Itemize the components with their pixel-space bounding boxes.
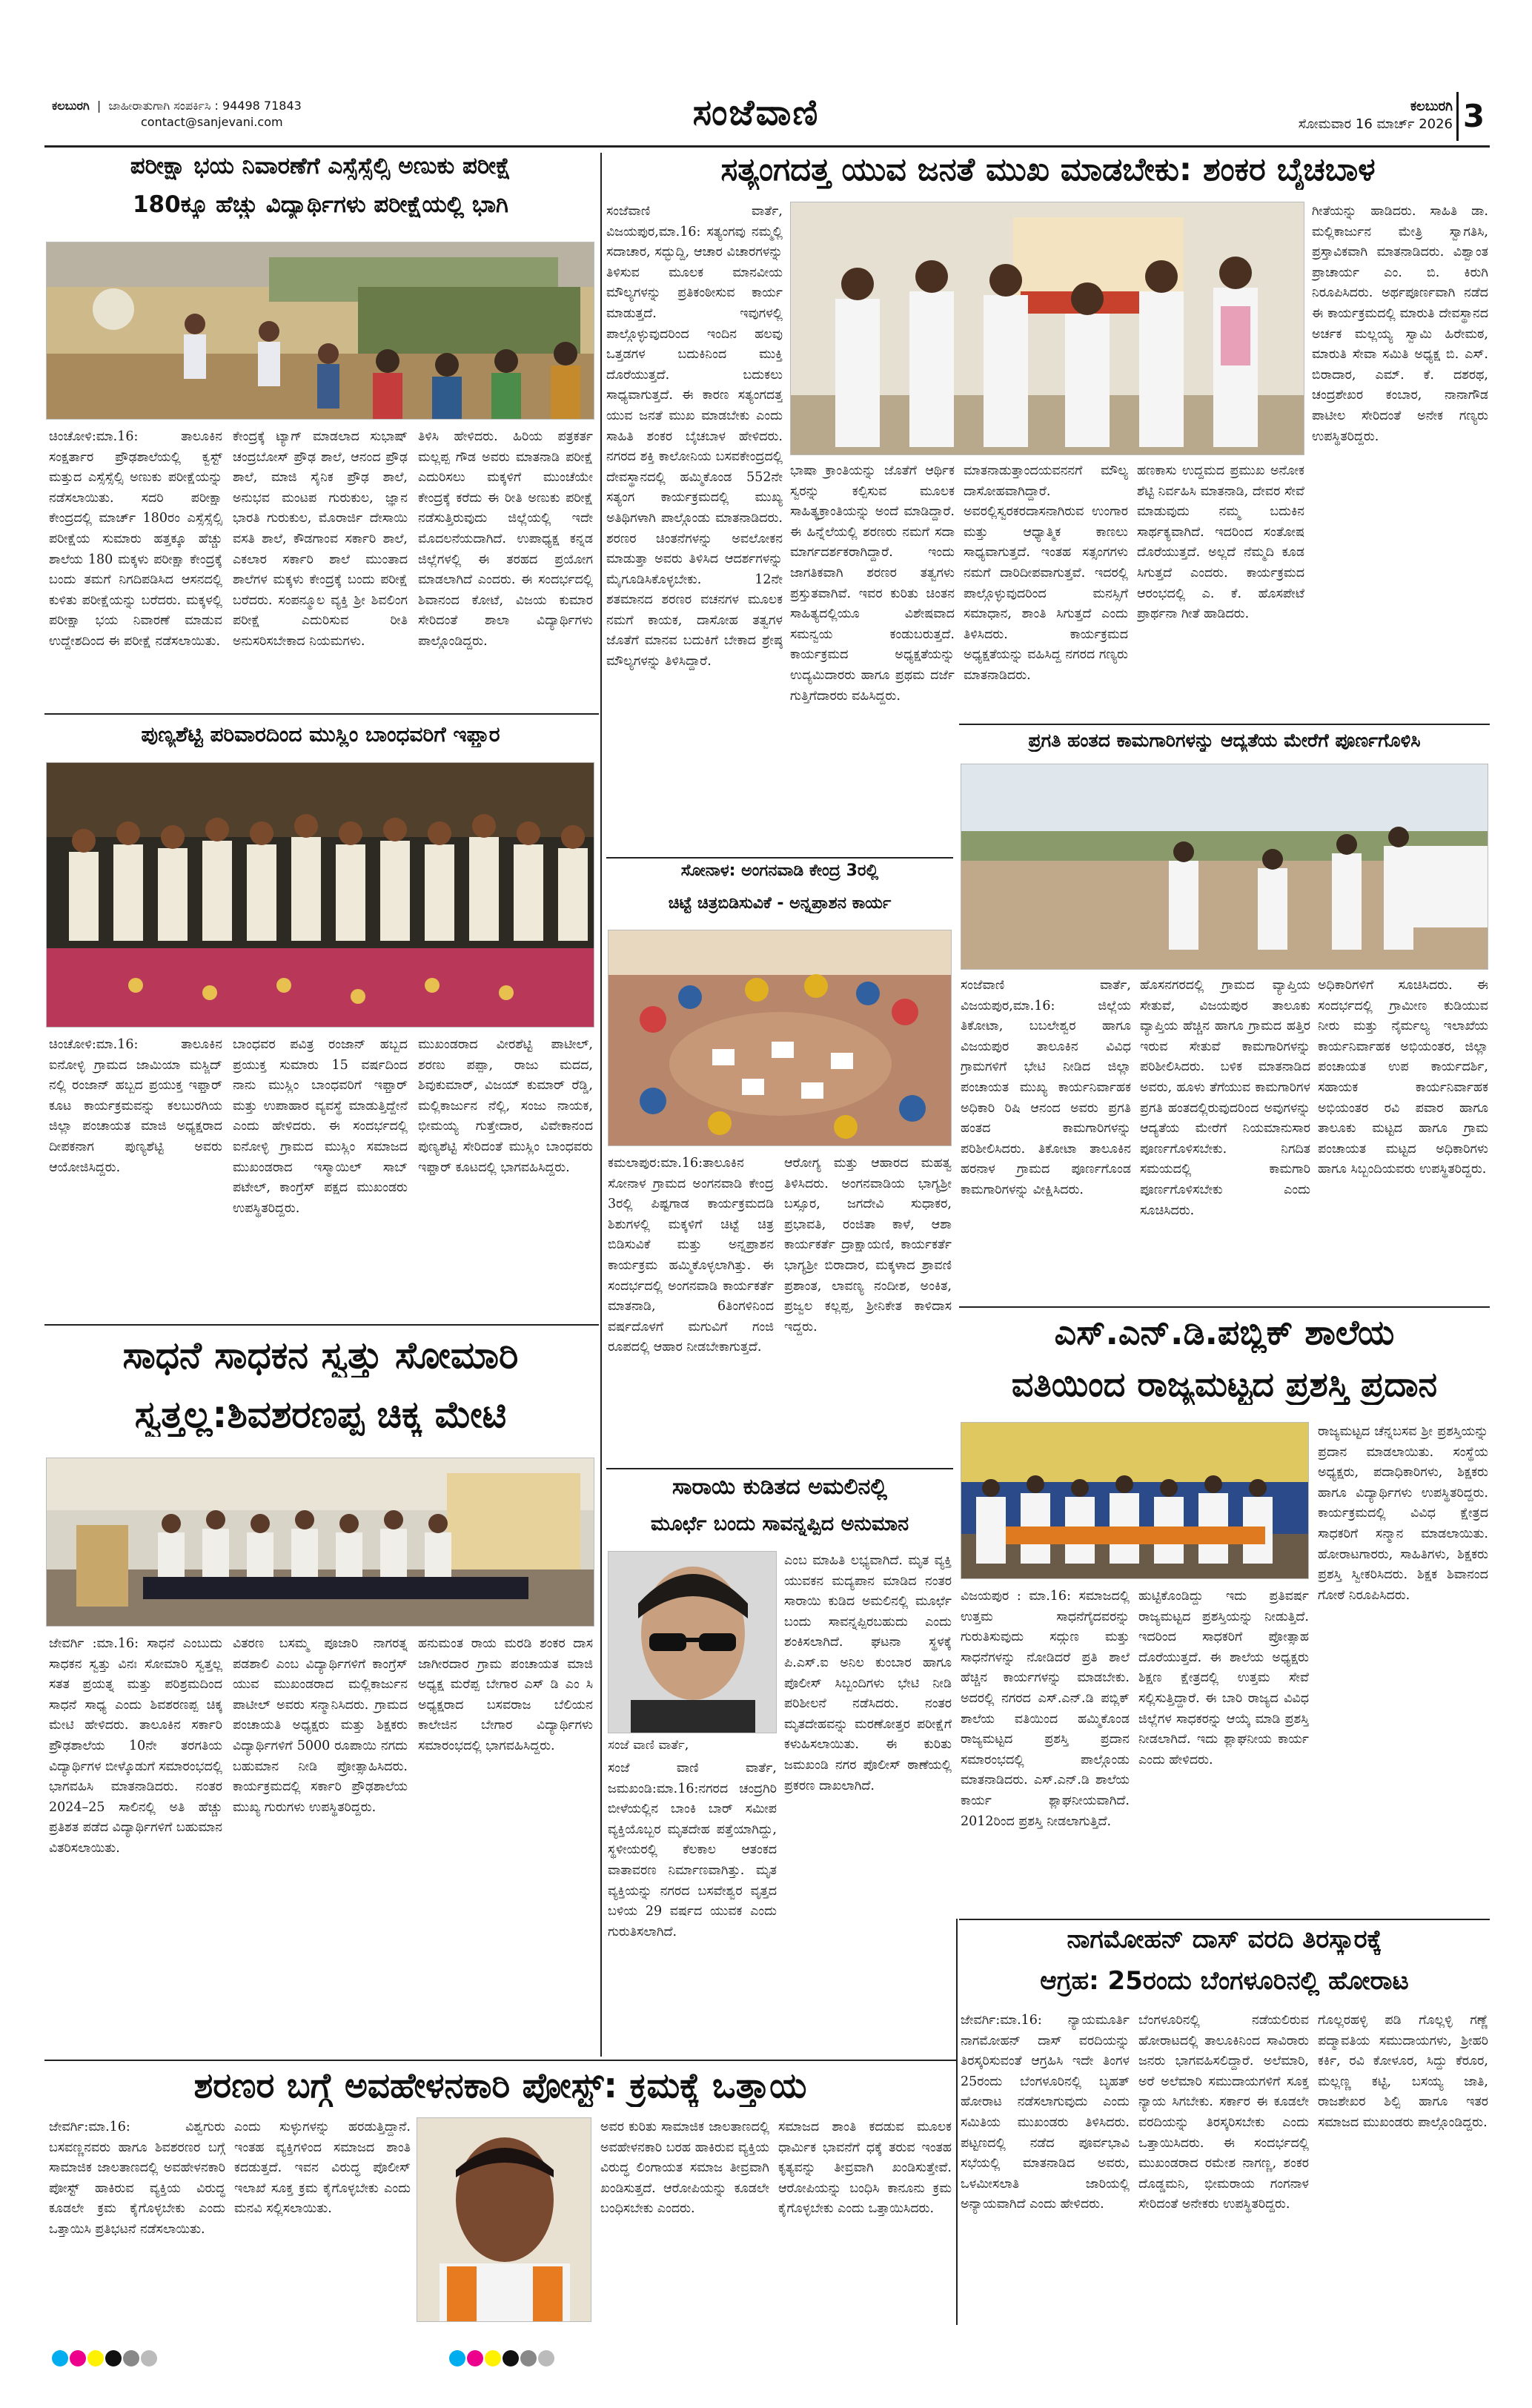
youth-col-mid-2: ಮಾತನಾಡುತ್ತಾಂದಯವನನಗೆ ಮೌಲ್ಯ ದಾಸೋಹವಾಗಿದ್ದಾರೆ. ಅವರಲ್ಲಿಸ್ವರಕರದಾಸನಾಗಿರುವ ಉಂಗಾರ ಮತ್ತು ಆಧ್ಯಾತ್ಮಿಕ ಕಾಣಲು ಸಾಧ್ಯವಾಗುತ್ತದೆ. ಇಂತಹ ಸತ್ಸಂಗಗಳು ನಮಗೆ ದಾರಿದೀಪವಾಗುತ್ತವೆ. ಇದರಲ್ಲಿ ಪಾಲ್ಗೊಳ್ಳುವುದರಿಂದ ಮನಸ್ಸಿಗೆ ಸಮಾಧಾನ, ಶಾಂತಿ ಸಿಗುತ್ತದೆ ಎಂದು ತಿಳಿಸಿದರು. ಕಾರ್ಯಕ್ರಮದ ಅಧ್ಯಕ್ಷತೆಯನ್ನು ವಹಿಸಿದ್ದ ನಗರದ ಗಣ್ಯರು ಮಾತನಾಡಿದರು. <box>964 463 1128 683</box>
page-number: 3 <box>1456 92 1489 141</box>
iftar-col-1: ಚಿಂಚೋಳಿ:ಮಾ.16: ತಾಲೂಕಿನ ಐನೋಳ್ಳಿ ಗ್ರಾಮದ ಜಾಮಿಯಾ ಮಸ್ಜಿದ್ ನಲ್ಲಿ ರಂಜಾನ್ ಹಬ್ಬದ ಪ್ರಯುಕ್ತ ಇಫ್ತಾರ್ ಕೂಟ ಕಾರ್ಯಕ್ರಮವನ್ನು ಕಲಬುರಗಿಯ ಜಿಲ್ಲಾ ಪಂಚಾಯತ ಮಾಜಿ ಅಧ್ಯಕ್ಷರಾದ ದೀಪಕನಾಗ ಪುಣ್ಯಶೆಟ್ಟಿ ಅವರು ಆಯೋಜಿಸಿದ್ದರು. <box>49 1037 222 1175</box>
progress-col-2: ಹೊಸನಗರದಲ್ಲಿ ಗ್ರಾಮದ ವ್ಯಾಪ್ತಿಯ ಸೇತುವೆ, ವಿಜಯಪುರ ತಾಲೂಕು ವ್ಯಾಪ್ತಿಯ ಹೆಚ್ಚಿನ ಹಾಗೂ ಗ್ರಾಮದ ಹತ್ತಿರ ಇರುವ ಸೇತುವೆ ಕಾಮಗಾರಿಗಳನ್ನು ಪರಿಶೀಲಿಸಿದರು. ಬಳಿಕ ಮಾತನಾಡಿದ ಅವರು, ಹೂಳು ತೆಗೆಯುವ ಕಾಮಗಾರಿಗಳ ಪ್ರಗತಿ ಹಂತದಲ್ಲಿರುವುದರಿಂದ ಅವುಗಳನ್ನು ಆದ್ಯತೆಯ ಮೇರೆಗೆ ನಿಯಮಾನುಸಾರ ಪೂರ್ಣಗೊಳಿಸಬೇಕು. ನಿಗದಿತ ಸಮಯದಲ್ಲಿ ಕಾಮಗಾರಿ ಪೂರ್ಣಗೊಳಿಸಬೇಕು ಎಂದು ಸೂಚಿಸಿದರು. <box>1140 978 1310 1218</box>
nagamohan-headline-1: ನಾಗಮೋಹನ್ ದಾಸ್ ವರದಿ ತಿರಸ್ಕಾರಕ್ಕೆ <box>1067 1925 1382 1954</box>
masthead-left: ಕಲಬುರಗಿ | ಜಾಹೀರಾತುಗಾಗಿ ಸಂಪರ್ಕಿಸಿ : 94498 71843 contact@sanjevani.com <box>52 98 437 130</box>
anganwadi-photo <box>608 930 952 1146</box>
liquor-col-1: ಸಂಜೆ ವಾಣಿ ವಾರ್ತೆ, ಜಮಖಂಡಿ:ಮಾ.16:ನಗರದ ಚಂದ್ರಗಿರಿ ಬೀಳೆಯಲ್ಲಿನ ಬಾಂಕಿ ಬಾರ್ ಸಮೀಪ ವ್ಯಕ್ತಿಯೊಬ್ಬರ ಮೃತದೇಹ ಪತ್ತೆಯಾಗಿದ್ದು, ಸ್ಥಳೀಯರಲ್ಲಿ ಕೆಲಕಾಲ ಆತಂಕದ ವಾತಾವರಣ ನಿರ್ಮಾಣವಾಗಿತ್ತು. ಮೃತ ವ್ಯಕ್ತಿಯನ್ನು ನಗರದ ಬಸವೇಶ್ವರ ವೃತ್ತದ ಬಳಿಯ 29 ವರ್ಷದ ಯುವಕ ಎಂದು ಗುರುತಿಸಲಾಗಿದೆ. <box>608 1761 777 1939</box>
nagamohan-col-3: ಗೊಲ್ಲರಹಳ್ಳಿ ಪಡಿ ಗೊಲ್ಲಳ್ಳಿ ಗಣ್ಣೆ ಪದ್ಮಾವತಿಯ ಸಮುದಾಯಗಳು, ಶ್ರೀಹರಿ ಕರ್ಕಿ, ರವಿ ಕೋಳೂರ, ಸಿದ್ದು ಕೆರೂರ, ಮಲ್ಲಣ್ಣ ಕಟ್ಟಿ, ಬಸಯ್ಯ ಜಾತಿ, ರಾಜಶೇಖರ ಶಿಲ್ಪಿ ಹಾಗೂ ಇತರ ಸಮಾಜದ ಮುಖಂಡರು ಪಾಲ್ಗೊಂಡಿದ್ದರು. <box>1318 2013 1488 2130</box>
progress-photo-image <box>961 764 1488 970</box>
liquor-photo-image <box>609 1552 777 1733</box>
iftar-photo-image <box>47 763 594 1028</box>
exam-col-2: ಕೇಂದ್ರಕ್ಕೆ ಟ್ಯಾಗ್ ಮಾಡಲಾದ ಸುಭಾಷ್ ಚಂದ್ರಬೋಸ್ ಪ್ರೌಢ ಶಾಲೆ, ಆನಂದ ಪ್ರೌಢ ಶಾಲೆ, ಮಾಜಿ ಸೈನಿಕ ಪ್ರೌಢ ಶಾಲೆ, ಅನುಭವ ಮಂಟಪ ಗುರುಕುಲ, ಜ್ಞಾನ ಭಾರತಿ ಗುರುಕುಲ, ಮೊರಾರ್ಜಿ ದೇಸಾಯಿ ವಸತಿ ಶಾಲೆ, ಕೌಡಗಾಂವ ಸರ್ಕಾರಿ ಶಾಲೆ, ಎಕಲಾರ ಸರ್ಕಾರಿ ಶಾಲೆ ಮುಂತಾದ ಶಾಲೆಗಳ ಮಕ್ಕಳು ಕೇಂದ್ರಕ್ಕೆ ಬಂದು ಪರೀಕ್ಷೆ ಬರೆದರು. ಸಂಪನ್ಮೂಲ ವ್ಯಕ್ತಿ ಶ್ರೀ ಶಿವಲಿಂಗ ಪರೀಕ್ಷೆ ಎದುರಿಸುವ ರೀತಿ ಅನುಸರಿಸಬೇಕಾದ ನಿಯಮಗಳು. <box>233 429 408 649</box>
masthead-email: contact@sanjevani.com <box>141 115 283 129</box>
youth-col-left: ಸಂಜೆವಾಣಿ ವಾರ್ತೆ, ವಿಜಯಪುರ,ಮಾ.16: ಸತ್ಯಂಗವು ನಮ್ಮಲ್ಲಿ ಸದಾಚಾರ, ಸದ್ಭುದ್ದಿ, ಆಚಾರ ವಿಚಾರಗಳನ್ನು ತಿಳಿಸುವ ಮೂಲಕ ಮಾನವೀಯ ಮೌಲ್ಯಗಳನ್ನು ಪ್ರತಿಕಂಠೀಸುವ ಕಾರ್ಯ ಮಾಡುತ್ತದೆ. ಇವುಗಳಲ್ಲಿ ಪಾಲ್ಗೊಳ್ಳುವುದರಿಂದ ಇಂದಿನ ಹಲವು ಒತ್ತಡಗಳ ಬದುಕಿನಿಂದ ಮುಕ್ತಿ ದೊರೆಯುತ್ತದೆ. ಬದುಕಲು ಸಾಧ್ಯವಾಗುತ್ತದೆ. ಈ ಕಾರಣ ಸತ್ಯಂಗದತ್ತ ಯುವ ಜನತೆ ಮುಖ ಮಾಡಬೇಕು ಎಂದು ಸಾಹಿತಿ ಶಂಕರ ಬೈಚಬಾಳ ಹೇಳಿದರು. ನಗರದ ಶಕ್ತಿ ಕಾಲೋನಿಯ ಬಸವಕೇಂದ್ರದಲ್ಲಿ ದೇವಸ್ಥಾನದಲ್ಲಿ ಹಮ್ಮಿಕೊಂಡ 552ನೇ ಸತ್ಯಂಗ ಕಾರ್ಯಕ್ರಮದಲ್ಲಿ ಮುಖ್ಯ ಅತಿಥಿಗಳಾಗಿ ಪಾಲ್ಗೊಂಡು ಮಾತನಾಡಿದರು. ಶರಣರ ಚಿಂತನೆಗಳನ್ನು ಅವಲೋಕನ ಮಾಡುತ್ತಾ ಅವರು ತಿಳಿಸಿದ ಆದರ್ಶಗಳನ್ನು ಮೈಗೂಡಿಸಿಕೊಳ್ಳಬೇಕು. 12ನೇ ಶತಮಾನದ ಶರಣರ ವಚನಗಳ ಮೂಲಕ ನಮಗೆ ಕಾಯಕ, ದಾಸೋಹ ತತ್ವಗಳ ಜೊತೆಗೆ ಮಾನವ ಬದುಕಿಗೆ ಬೇಕಾದ ಶ್ರೇಷ್ಠ ಮೌಲ್ಯಗಳನ್ನು ತಿಳಿಸಿದ್ದಾರೆ. <box>606 204 783 669</box>
masthead-ad-contact: ಜಾಹೀರಾತುಗಾಗಿ ಸಂಪರ್ಕಿಸಿ : 94498 71843 <box>108 99 302 113</box>
sndt-col-1: ವಿಜಯಪುರ : ಮಾ.16: ಸಮಾಜದಲ್ಲಿ ಉತ್ತಮ ಸಾಧನೆಗೈದವರನ್ನು ಗುರುತಿಸುವುದು ಸದ್ಗುಣ ಮತ್ತು ಸಾಧನೆಗಳನ್ನು ನೋಡಿದರೆ ಪ್ರತಿ ಶಾಲೆ ಹೆಚ್ಚಿನ ಕಾರ್ಯಗಳನ್ನು ಮಾಡಬೇಕು. ಅದರಲ್ಲಿ ನಗರದ ಎಸ್.ಎನ್.ಡಿ ಪಬ್ಲಿಕ್ ಶಾಲೆಯ ವತಿಯಿಂದ ಹಮ್ಮಿಕೊಂಡ ರಾಜ್ಯಮಟ್ಟದ ಪ್ರಶಸ್ತಿ ಪ್ರದಾನ ಸಮಾರಂಭದಲ್ಲಿ ಪಾಲ್ಗೊಂಡು ಮಾತನಾಡಿದರು. ಎಸ್.ಎನ್.ಡಿ ಶಾಲೆಯ ಕಾರ್ಯ ಶ್ಲಾಘನೀಯವಾಗಿದೆ. 2012ರಿಂದ ಪ್ರಶಸ್ತಿ ನೀಡಲಾಗುತ್ತಿದೆ. <box>961 1589 1130 1829</box>
masthead-city-left: ಕಲಬುರಗಿ <box>52 99 90 113</box>
anganwadi-headline-2: ಚಿಟ್ಟೆ ಚಿತ್ರಬಿಡಿಸುವಿಕೆ - ಅನ್ನಪ್ರಾಶನ ಕಾರ್ಯ <box>668 894 892 913</box>
sharana-col-1: ಜೇವರ್ಗಿ:ಮಾ.16: ವಿಶ್ವಗುರು ಬಸವಣ್ಣನವರು ಹಾಗೂ ಶಿವಶರಣರ ಬಗ್ಗೆ ಸಾಮಾಜಿಕ ಜಾಲತಾಣದಲ್ಲಿ ಅವಹೇಳನಕಾರಿ ಪೋಸ್ಟ್ ಹಾಕಿರುವ ವ್ಯಕ್ತಿಯ ವಿರುದ್ಧ ಕೂಡಲೇ ಕ್ರಮ ಕೈಗೊಳ್ಳಬೇಕು ಎಂದು ಒತ್ತಾಯಿಸಿ ಪ್ರತಿಭಟನೆ ನಡೆಸಲಾಯಿತು. <box>49 2120 225 2237</box>
progress-headline: ಪ್ರಗತಿ ಹಂತದ ಕಾಮಗಾರಿಗಳನ್ನು ಆದ್ಯತೆಯ ಮೇರೆಗೆ ಪೂರ್ಣಗೊಳಿಸಿ <box>1028 730 1421 751</box>
progress-photo <box>961 764 1488 970</box>
anganwadi-col-1: ಕಮಲಾಪುರ:ಮಾ.16:ತಾಲೂಕಿನ ಸೋನಾಳ ಗ್ರಾಮದ ಅಂಗನವಾಡಿ ಕೇಂದ್ರ 3ರಲ್ಲಿ ಪಿಷ್ಟಗಾಡ ಕಾರ್ಯಕ್ರಮದಡಿ ಶಿಶುಗಳಲ್ಲಿ ಮಕ್ಕಳಿಗೆ ಚಿಟ್ಟೆ ಚಿತ್ರ ಬಿಡಿಸುವಿಕೆ ಮತ್ತು ಅನ್ನಪ್ರಾಶನ ಕಾರ್ಯಕ್ರಮ ಹಮ್ಮಿಕೊಳ್ಳಲಾಗಿತ್ತು. ಈ ಸಂದರ್ಭದಲ್ಲಿ ಅಂಗನವಾಡಿ ಕಾರ್ಯಕರ್ತೆ ಮಾತನಾಡಿ, 6ತಿಂಗಳಿನಿಂದ ವರ್ಷದೊಳಗೆ ಮಗುವಿಗೆ ಗಂಜಿ ರೂಪದಲ್ಲಿ ಆಹಾರ ನೀಡಬೇಕಾಗುತ್ತದೆ. <box>608 1156 774 1355</box>
youth-headline: ಸತ್ಯಂಗದತ್ತ ಯುವ ಜನತೆ ಮುಖ ಮಾಡಬೇಕು: ಶಂಕರ ಬೈಚಬಾಳ <box>720 151 1376 188</box>
print-color-bar-left <box>52 2350 159 2369</box>
sndt-headline-1: ಎಸ್.ಎನ್.ಡಿ.ಪಬ್ಲಿಕ್ ಶಾಲೆಯ <box>1054 1312 1395 1352</box>
sndt-col-3: ರಾಜ್ಯಮಟ್ಟದ ಚೆನ್ನಬಸವ ಶ್ರೀ ಪ್ರಶಸ್ತಿಯನ್ನು ಪ್ರದಾನ ಮಾಡಲಾಯಿತು. ಸಂಸ್ಥೆಯ ಅಧ್ಯಕ್ಷರು, ಪದಾಧಿಕಾರಿಗಳು, ಶಿಕ್ಷಕರು ಹಾಗೂ ವಿದ್ಯಾರ್ಥಿಗಳು ಉಪಸ್ಥಿತರಿದ್ದರು. ಕಾರ್ಯಕ್ರಮದಲ್ಲಿ ವಿವಿಧ ಕ್ಷೇತ್ರದ ಸಾಧಕರಿಗೆ ಸನ್ಮಾನ ಮಾಡಲಾಯಿತು. ಹೋರಾಟಗಾರರು, ಸಾಹಿತಿಗಳು, ಶಿಕ್ಷಕರು ಪ್ರಶಸ್ತಿ ಸ್ವೀಕರಿಸಿದರು. ಶಿಕ್ಷಕ ಶಿವಾನಂದ ಗೋಠೆ ನಿರೂಪಿಸಿದರು. <box>1318 1424 1488 1603</box>
iftar-photo <box>46 762 594 1028</box>
liquor-photo <box>608 1551 777 1733</box>
sndt-col-2: ಹುಟ್ಟಿಕೊಂಡಿದ್ದು ಇದು ಪ್ರತಿವರ್ಷ ರಾಜ್ಯಮಟ್ಟದ ಪ್ರಶಸ್ತಿಯನ್ನು ನೀಡುತ್ತಿದೆ. ಇದರಿಂದ ಸಾಧಕರಿಗೆ ಪ್ರೋತ್ಸಾಹ ದೊರೆಯುತ್ತದೆ. ಈ ಶಾಲೆಯ ಅಧ್ಯಕ್ಷರು ಶಿಕ್ಷಣ ಕ್ಷೇತ್ರದಲ್ಲಿ ಉತ್ತಮ ಸೇವೆ ಸಲ್ಲಿಸುತ್ತಿದ್ದಾರೆ. ಈ ಬಾರಿ ರಾಜ್ಯದ ವಿವಿಧ ಜಿಲ್ಲೆಗಳ ಸಾಧಕರನ್ನು ಆಯ್ಕೆ ಮಾಡಿ ಪ್ರಶಸ್ತಿ ನೀಡಲಾಗಿದೆ. ಇದು ಶ್ಲಾಘನೀಯ ಕಾರ್ಯ ಎಂದು ಹೇಳಿದರು. <box>1138 1589 1309 1767</box>
liquor-headline-2: ಮೂರ್ಛೆ ಬಂದು ಸಾವನ್ನಪ್ಪಿದ ಅನುಮಾನ <box>650 1512 909 1535</box>
sharana-col-2: ಎಂದು ಸುಳ್ಳುಗಳನ್ನು ಹರಡುತ್ತಿದ್ದಾನೆ. ಇಂತಹ ವ್ಯಕ್ತಿಗಳಿಂದ ಸಮಾಜದ ಶಾಂತಿ ಕದಡುತ್ತದೆ. ಇವನ ವಿರುದ್ಧ ಪೊಲೀಸ್ ಇಲಾಖೆ ಸೂಕ್ತ ಕ್ರಮ ಕೈಗೊಳ್ಳಬೇಕು ಎಂದು ಮನವಿ ಸಲ್ಲಿಸಲಾಯಿತು. <box>234 2120 411 2217</box>
nagamohan-headline-2: ಆಗ್ರಹ: 25ರಂದು ಬೆಂಗಳೂರಿನಲ್ಲಿ ಹೋರಾಟ <box>1040 1966 1409 1996</box>
anganwadi-col-2: ಆರೋಗ್ಯ ಮತ್ತು ಆಹಾರದ ಮಹತ್ವ ತಿಳಿಸಿದರು. ಅಂಗನವಾಡಿಯ ಭಾಗ್ಯಶ್ರೀ ಬಸ್ಸೂರ, ಜಗದೇವಿ ಸುಧಾಕರ, ಪ್ರಭಾವತಿ, ರಂಜಿತಾ ಕಾಳೆ, ಆಶಾ ಕಾರ್ಯಕರ್ತೆ ದ್ರಾಕ್ಷಾಯಣಿ, ಕಾರ್ಯಕರ್ತೆ ಭಾಗ್ಯಶ್ರೀ ಬಿರಾದಾರ, ಮಕ್ಕಳಾದ ಶ್ರಾವಣಿ ಪ್ರಶಾಂತ, ಲಾವಣ್ಯ ನಂದೀಶ, ಅಂಕಿತ, ಪ್ರಜ್ವಲ ಕಲ್ಲಪ್ಪ, ಶ್ರೀನಿಕೇತ ಕಾಳಿದಾಸ ಇದ್ದರು. <box>784 1156 952 1334</box>
exam-col-1: ಚಿಂಚೋಳಿ:ಮಾ.16: ತಾಲೂಕಿನ ಸಂಕ್ಷರ್ತಾರ ಪ್ರೌಢಶಾಲೆಯಲ್ಲಿ ಕ್ವಸ್ಟ್ ಮತ್ತುದ ಎಸ್ಸೆಸ್ಸೆಲ್ಸಿ ಅಣುಕು ಪರೀಕ್ಷೆಯನ್ನು ನಡೆಸಲಾಯಿತು. ಸದರಿ ಪರೀಕ್ಷಾ ಕೇಂದ್ರದಲ್ಲಿ ಮಾರ್ಚ್ 180ರಂ ಎಸ್ಸೆಸ್ಸೆಲ್ಸಿ ಪರೀಕ್ಷೆಯ ಸುಮಾರು ಹತ್ತಕ್ಕೂ ಹೆಚ್ಚು ಶಾಲೆಯ 180 ಮಕ್ಕಳು ಪರೀಕ್ಷಾ ಕೇಂದ್ರಕ್ಕೆ ಬಂದು ತಮಗೆ ನಿಗದಿಪಡಿಸಿದ ಆಸನದಲ್ಲಿ ಕುಳಿತು ಪರೀಕ್ಷೆಯನ್ನು ಬರೆದರು. ಮಕ್ಕಳಲ್ಲಿ ಪರೀಕ್ಷಾ ಭಯ ನಿವಾರಣೆ ಮಾಡುವ ಉದ್ದೇಶದಿಂದ ಈ ಪರೀಕ್ಷೆ ನಡೆಸಲಾಯಿತು. <box>49 429 222 649</box>
youth-photo-image <box>791 202 1304 455</box>
sharana-photo <box>417 2117 591 2322</box>
masthead-city-right: ಕಲಬುರಗಿ <box>1410 99 1453 114</box>
nagamohan-col-2: ಬೆಂಗಳೂರಿನಲ್ಲಿ ನಡೆಯಲಿರುವ ಹೋರಾಟದಲ್ಲಿ ತಾಲೂಕಿನಿಂದ ಸಾವಿರಾರು ಜನರು ಭಾಗವಹಿಸಲಿದ್ದಾರೆ. ಅಲೆಮಾರಿ, ಅರೆ ಅಲೆಮಾರಿ ಸಮುದಾಯಗಳಿಗೆ ಸೂಕ್ತ ನ್ಯಾಯ ಸಿಗಬೇಕು. ಸರ್ಕಾರ ಈ ಕೂಡಲೇ ವರದಿಯನ್ನು ತಿರಸ್ಕರಿಸಬೇಕು ಎಂದು ಒತ್ತಾಯಿಸಿದರು. ಈ ಸಂದರ್ಭದಲ್ಲಿ ಮುಖಂಡರಾದ ರಮೇಶ ನಾಗಣ್ಣ, ಶಂಕರ ದೊಡ್ಡಮನಿ, ಭೀಮರಾಯ ಗಂಗನಾಳ ಸೇರಿದಂತೆ ಅನೇಕರು ಉಪಸ್ಥಿತರಿದ್ದರು. <box>1138 2013 1309 2212</box>
sndt-photo <box>961 1422 1309 1579</box>
exam-col-3: ತಿಳಿಸಿ ಹೇಳಿದರು. ಹಿರಿಯ ಪತ್ರಕರ್ತ ಮಲ್ಲಪ್ಪ ಗೌಡ ಅವರು ಮಾತನಾಡಿ ಪರೀಕ್ಷೆ ಎದುರಿಸಲು ಮಕ್ಕಳಿಗೆ ಮುಂಚೆಯೇ ಕೇಂದ್ರಕ್ಕೆ ಕರೆದು ಈ ರೀತಿ ಅಣುಕು ಪರೀಕ್ಷೆ ನಡೆಸುತ್ತಿರುವುದು ಜಿಲ್ಲೆಯಲ್ಲಿ ಇದೇ ಮೊದಲನೆಯದಾಗಿದೆ. ಉಪಾಧ್ಯಕ್ಷ ಕನ್ನಡ ಜಿಲ್ಲೆಗಳಲ್ಲಿ ಈ ತರಹದ ಪ್ರಯೋಗ ಮಾಡಲಾಗಿದೆ ಎಂದರು. ಈ ಸಂದರ್ಭದಲ್ಲಿ ಶಿವಾನಂದ ಕೋಟೆ, ವಿಜಯ ಕುಮಾರ ಸೇರಿದಂತೆ ಶಾಲಾ ವಿದ್ಯಾರ್ಥಿಗಳು ಪಾಲ್ಗೊಂಡಿದ್ದರು. <box>418 429 593 649</box>
youth-col-mid-1: ಭಾಷಾ ಕ್ರಾಂತಿಯನ್ನು ಜೊತೆಗೆ ಆರ್ಥಿಕ ಸ್ವರನ್ನು ಕಲ್ಪಿಸುವ ಮೂಲಕ ಸಾಹಿತ್ಯಕ್ರಾಂತಿಯನ್ನು ಅಂದೆ ಮಾಡಿದ್ದಾರೆ. ಈ ಹಿನ್ನೆಲೆಯಲ್ಲಿ ಶರಣರು ನಮಗೆ ಸದಾ ಮಾರ್ಗದರ್ಶಕರಾಗಿದ್ದಾರೆ. ಇಂದು ಜಾಗತಿಕವಾಗಿ ಶರಣರ ತತ್ವಗಳು ಪ್ರಸ್ತುತವಾಗಿವೆ. ಇವರ ಕುರಿತು ಚಿಂತನ ಸಾಹಿತ್ಯದಲ್ಲಿಯೂ ವಿಶೇಷವಾದ ಸಮನ್ವಯ ಕಂಡುಬರುತ್ತದೆ. ಕಾರ್ಯಕ್ರಮದ ಅಧ್ಯಕ್ಷತೆಯನ್ನು ಉದ್ಯಮಿದಾರರು ಹಾಗೂ ಪ್ರಥಮ ದರ್ಜೆ ಗುತ್ತಿಗೆದಾರರು ವಹಿಸಿದ್ದರು. <box>790 463 955 704</box>
print-color-bar-mid <box>449 2350 556 2369</box>
exam-photo <box>46 242 594 420</box>
sadhane-headline-1: ಸಾಧನೆ ಸಾಧಕನ ಸ್ವತ್ತು ಸೋಮಾರಿ <box>122 1334 519 1377</box>
sndt-headline-2: ವತಿಯಿಂದ ರಾಜ್ಯಮಟ್ಟದ ಪ್ರಶಸ್ತಿ ಪ್ರದಾನ <box>1011 1364 1438 1404</box>
liquor-col-2: ಎಂಬ ಮಾಹಿತಿ ಲಭ್ಯವಾಗಿದೆ. ಮೃತ ವ್ಯಕ್ತಿ ಯುವಕನ ಮದ್ಯಪಾನ ಮಾಡಿದ ನಂತರ ಸಾರಾಯಿ ಕುಡಿದ ಅಮಲಿನಲ್ಲಿ ಮೂರ್ಛೆ ಬಂದು ಸಾವನ್ನಪ್ಪಿರಬಹುದು ಎಂದು ಶಂಕಿಸಲಾಗಿದೆ. ಘಟನಾ ಸ್ಥಳಕ್ಕೆ ಪಿ.ಎಸ್.ಐ ಅನಿಲ ಕುಂಬಾರ ಹಾಗೂ ಪೊಲೀಸ್ ಸಿಬ್ಬಂದಿಗಳು ಭೇಟಿ ನೀಡಿ ಪರಿಶೀಲನೆ ನಡೆಸಿದರು. ನಂತರ ಮೃತದೇಹವನ್ನು ಮರಣೋತ್ತರ ಪರೀಕ್ಷೆಗೆ ಕಳುಹಿಸಲಾಯಿತು. ಈ ಕುರಿತು ಜಮಖಂಡಿ ನಗರ ಪೊಲೀಸ್ ಠಾಣೆಯಲ್ಲಿ ಪ್ರಕರಣ ದಾಖಲಾಗಿದೆ. <box>784 1553 952 1793</box>
sadhane-photo <box>46 1458 594 1627</box>
sadhane-col-2: ವಿತರಣ ಬಸಮ್ಮ ಪೂಜಾರಿ ನಾಗರತ್ನ ಪಡಶಾಲಿ ಎಂಬ ವಿದ್ಯಾರ್ಥಿಗಳಿಗೆ ಕಾಂಗ್ರೆಸ್ ಯುವ ಮುಖಂಡರಾದ ಮಲ್ಲಿಕಾರ್ಜುನ ಪಾಟೀಲ್ ಅವರು ಸನ್ಮಾನಿಸಿದರು. ಗ್ರಾಮದ ಪಂಚಾಯತಿ ಅಧ್ಯಕ್ಷರು ಮತ್ತು ಶಿಕ್ಷಕರು ವಿದ್ಯಾರ್ಥಿಗಳಿಗೆ 5000 ರೂಪಾಯಿ ನಗದು ಬಹುಮಾನ ನೀಡಿ ಪ್ರೋತ್ಸಾಹಿಸಿದರು. ಕಾರ್ಯಕ್ರಮದಲ್ಲಿ ಸರ್ಕಾರಿ ಪ್ರೌಢಶಾಲೆಯ ಮುಖ್ಯ ಗುರುಗಳು ಉಪಸ್ಥಿತರಿದ್ದರು. <box>233 1636 408 1815</box>
masthead-right <box>1156 98 1453 133</box>
exam-headline-2: 180ಕ್ಕೂ ಹೆಚ್ಚು ವಿದ್ಯಾರ್ಥಿಗಳು ಪರೀಕ್ಷೆಯಲ್ಲಿ ಭಾಗಿ <box>132 191 509 218</box>
exam-photo-image <box>47 242 594 420</box>
iftar-col-3: ಮುಖಂಡರಾದ ವೀರಶೆಟ್ಟಿ ಪಾಟೀಲ್, ಶರಣು ಪಪ್ಪಾ, ರಾಜು ಮದದ, ಶಿವುಕುಮಾರ್, ವಿಜಯ್ ಕುಮಾರ್ ರೆಡ್ಡಿ, ಮಲ್ಲಿಕಾರ್ಜುನ ನೆಲ್ಲಿ, ಸಂಜು ನಾಯಕ, ಭೀಮಯ್ಯ ಗುತ್ತೇದಾರ, ವಿವೇಕಾನಂದ ಪುಣ್ಯಶೆಟ್ಟಿ ಸೇರಿದಂತೆ ಮುಸ್ಲಿಂ ಬಾಂಧವರು ಇಫ್ತಾರ್ ಕೂಟದಲ್ಲಿ ಭಾಗವಹಿಸಿದ್ದರು. <box>418 1037 593 1175</box>
sharana-headline: ಶರಣರ ಬಗ್ಗೆ ಅವಹೇಳನಕಾರಿ ಪೋಸ್ಟ್: ಕ್ರಮಕ್ಕೆ ಒತ್ತಾಯ <box>193 2065 807 2106</box>
liquor-caption: ಸಂಜೆ ವಾಣಿ ವಾರ್ತೆ, <box>608 1738 689 1753</box>
masthead-logo: ಸಂಜೆವಾಣಿ <box>692 92 820 133</box>
youth-photo <box>790 202 1304 455</box>
masthead-date: ಸೋಮವಾರ 16 ಮಾರ್ಚ್ 2026 <box>1298 116 1453 132</box>
progress-col-1: ಸಂಜೆವಾಣಿ ವಾರ್ತೆ, ವಿಜಯಪುರ,ಮಾ.16: ಜಿಲ್ಲೆಯ ತಿಕೋಟಾ, ಬಬಲೇಶ್ವರ ಹಾಗೂ ವಿಜಯಪುರ ತಾಲೂಕಿನ ವಿವಿಧ ಗ್ರಾಮಗಳಿಗೆ ಭೇಟಿ ನೀಡಿದ ಜಿಲ್ಲಾ ಪಂಚಾಯತ ಮುಖ್ಯ ಕಾರ್ಯನಿರ್ವಾಹಕ ಅಧಿಕಾರಿ ರಿಷಿ ಆನಂದ ಅವರು ಪ್ರಗತಿ ಹಂತದ ಕಾಮಗಾರಿಗಳನ್ನು ಪರಿಶೀಲಿಸಿದರು. ತಿಕೋಟಾ ತಾಲೂಕಿನ ಹರನಾಳ ಗ್ರಾಮದ ಪೂರ್ಣಗೊಂಡ ಕಾಮಗಾರಿಗಳನ್ನು ವೀಕ್ಷಿಸಿದರು. <box>961 978 1131 1197</box>
sadhane-headline-2: ಸ್ವತ್ತಲ್ಲ:ಶಿವಶರಣಪ್ಪ ಚಿಕ್ಕ ಮೇಟಿ <box>134 1393 507 1436</box>
nagamohan-col-1: ಜೇವರ್ಗಿ:ಮಾ.16: ನ್ಯಾಯಮೂರ್ತಿ ನಾಗಮೋಹನ್ ದಾಸ್ ವರದಿಯನ್ನು ತಿರಸ್ಕರಿಸುವಂತೆ ಆಗ್ರಹಿಸಿ ಇದೇ ತಿಂಗಳ 25ರಂದು ಬೆಂಗಳೂರಿನಲ್ಲಿ ಬೃಹತ್ ಹೋರಾಟ ನಡೆಸಲಾಗುವುದು ಎಂದು ಸಮಿತಿಯ ಮುಖಂಡರು ತಿಳಿಸಿದರು. ಪಟ್ಟಣದಲ್ಲಿ ನಡೆದ ಪೂರ್ವಭಾವಿ ಸಭೆಯಲ್ಲಿ ಮಾತನಾಡಿದ ಅವರು, ಒಳಮೀಸಲಾತಿ ಜಾರಿಯಲ್ಲಿ ಅನ್ಯಾಯವಾಗಿದೆ ಎಂದು ಹೇಳಿದರು. <box>961 2013 1130 2212</box>
anganwadi-headline-1: ಸೋನಾಳ: ಅಂಗನವಾಡಿ ಕೇಂದ್ರ 3ರಲ್ಲಿ <box>680 861 879 880</box>
anganwadi-photo-image <box>609 930 952 1146</box>
sadhane-photo-image <box>47 1458 594 1627</box>
progress-col-3: ಅಧಿಕಾರಿಗಳಿಗೆ ಸೂಚಿಸಿದರು. ಈ ಸಂದರ್ಭದಲ್ಲಿ ಗ್ರಾಮೀಣ ಕುಡಿಯುವ ನೀರು ಮತ್ತು ನೈರ್ಮಲ್ಯ ಇಲಾಖೆಯ ಕಾರ್ಯನಿರ್ವಾಹಕ ಅಭಿಯಂತರ, ಜಿಲ್ಲಾ ಪಂಚಾಯತ ಉಪ ಕಾರ್ಯದರ್ಶಿ, ಸಹಾಯಕ ಕಾರ್ಯನಿರ್ವಾಹಕ ಅಭಿಯಂತರ ರವಿ ಪವಾರ ಹಾಗೂ ತಾಲೂಕು ಮಟ್ಟದ ಹಾಗೂ ಗ್ರಾಮ ಪಂಚಾಯತ ಮಟ್ಟದ ಅಧಿಕಾರಿಗಳು ಹಾಗೂ ಸಿಬ್ಬಂದಿಯವರು ಉಪಸ್ಥಿತರಿದ್ದರು. <box>1318 978 1488 1177</box>
youth-col-mid-3: ಹಣಕಾಸು ಉದ್ದಮದ ಪ್ರಮುಖ ಅನೋಕ ಶೆಟ್ಟಿ ನಿರ್ವಹಿಸಿ ಮಾತನಾಡಿ, ದೇವರ ಸೇವೆ ಮಾಡುವುದು ನಮ್ಮ ಬದುಕಿನ ಸಾರ್ಥಕ್ಯವಾಗಿದೆ. ಇದರಿಂದ ಸಂತೋಷ ದೊರೆಯುತ್ತದೆ. ಅಲ್ಲದೆ ನೆಮ್ಮದಿ ಕೂಡ ಸಿಗುತ್ತದೆ ಎಂದರು. ಕಾರ್ಯಕ್ರಮದ ಆರಂಭದಲ್ಲಿ ಎ. ಕೆ. ಹೊಸಪೇಟೆ ಪ್ರಾರ್ಥನಾ ಗೀತೆ ಹಾಡಿದರು. <box>1137 463 1304 622</box>
sadhane-col-3: ಹನುಮಂತ ರಾಯ ಮರಡಿ ಶಂಕರ ದಾಸ ಜಾಗೀರದಾರ ಗ್ರಾಮ ಪಂಚಾಯತ ಮಾಜಿ ಅಧ್ಯಕ್ಷ ಮರೆಪ್ಪ ಬೇಗಾರ ಎಸ್ ಡಿ ಎಂ ಸಿ ಅಧ್ಯಕ್ಷರಾದ ಬಸವರಾಜ ಬೆಲಿಯನ ಕಾಲೇಜಿನ ಬೇಗಾರ ವಿದ್ಯಾರ್ಥಿಗಳು ಸಮಾರಂಭದಲ್ಲಿ ಭಾಗವಹಿಸಿದ್ದರು. <box>418 1636 593 1753</box>
sharana-col-3: ಅವರ ಕುರಿತು ಸಾಮಾಜಿಕ ಜಾಲತಾಣದಲ್ಲಿ ಅವಹೇಳನಕಾರಿ ಬರಹ ಹಾಕಿರುವ ವ್ಯಕ್ತಿಯ ವಿರುದ್ಧ ಲಿಂಗಾಯತ ಸಮಾಜ ತೀವ್ರವಾಗಿ ಖಂಡಿಸುತ್ತದೆ. ಆರೋಪಿಯನ್ನು ಕೂಡಲೇ ಬಂಧಿಸಬೇಕು ಎಂದರು. <box>600 2120 769 2217</box>
sharana-photo-image <box>417 2118 591 2322</box>
liquor-headline-1: ಸಾರಾಯಿ ಕುಡಿತದ ಅಮಲಿನಲ್ಲಿ <box>672 1474 888 1500</box>
youth-col-right: ಗೀತೆಯನ್ನು ಹಾಡಿದರು. ಸಾಹಿತಿ ಡಾ. ಮಲ್ಲಿಕಾರ್ಜುನ ಮೇತ್ರಿ ಸ್ವಾಗತಿಸಿ, ಪ್ರಸ್ತಾವಿಕವಾಗಿ ಮಾತನಾಡಿದರು. ವಿಶ್ವಾಂತ ಪ್ರಾಚಾರ್ಯ ಎಂ. ಬಿ. ಕಿರುಗಿ ನಿರೂಪಿಸಿದರು. ಅರ್ಥಪೂರ್ಣವಾಗಿ ನಡೆದ ಈ ಕಾರ್ಯಕ್ರಮದಲ್ಲಿ ಮಾರುತಿ ದೇವಸ್ಥಾನದ ಅರ್ಚಕ ಮಲ್ಲಯ್ಯ ಸ್ವಾಮಿ ಹಿರೇಮಠ, ಮಾರುತಿ ಸೇವಾ ಸಮಿತಿ ಅಧ್ಯಕ್ಷ ಬಿ. ಎಸ್. ಬಿರಾದಾರ, ಎಮ್. ಕೆ. ದಶರಥ, ಚಂದ್ರಶೇಖರ ಕಂಬಾರ, ನಾನಾಗೌಡ ಪಾಟೀಲ ಸೇರಿದಂತೆ ಅನೇಕ ಗಣ್ಯರು ಉಪಸ್ಥಿತರಿದ್ದರು. <box>1312 204 1488 444</box>
exam-headline-1: ಪರೀಕ್ಷಾ ಭಯ ನಿವಾರಣೆಗೆ ಎಸ್ಸೆಸ್ಸೆಲ್ಸಿ ಅಣುಕು ಪರೀಕ್ಷೆ <box>130 153 511 179</box>
iftar-col-2: ಬಾಂಧವರ ಪವಿತ್ರ ರಂಜಾನ್ ಹಬ್ಬದ ಪ್ರಯುಕ್ತ ಸುಮಾರು 15 ವರ್ಷದಿಂದ ನಾನು ಮುಸ್ಲಿಂ ಬಾಂಧವರಿಗೆ ಇಫ್ತಾರ್ ಮತ್ತು ಉಪಾಹಾರ ವ್ಯವಸ್ಥೆ ಮಾಡುತ್ತಿದ್ದೇನೆ ಎಂದು ಹೇಳಿದರು. ಈ ಸಂದರ್ಭದಲ್ಲಿ ಐನೋಳ್ಳಿ ಗ್ರಾಮದ ಮುಸ್ಲಿಂ ಸಮಾಜದ ಮುಖಂಡರಾದ ಇಸ್ಮಾಯಿಲ್ ಸಾಬ್ ಪಟೇಲ್, ಕಾಂಗ್ರೆಸ್ ಪಕ್ಷದ ಮುಖಂಡರು ಉಪಸ್ಥಿತರಿದ್ದರು. <box>233 1037 408 1216</box>
sndt-photo-image <box>961 1423 1309 1579</box>
sharana-col-4: ಸಮಾಜದ ಶಾಂತಿ ಕದಡುವ ಮೂಲಕ ಧಾರ್ಮಿಕ ಭಾವನೆಗೆ ಧಕ್ಕೆ ತರುವ ಇಂತಹ ಕೃತ್ಯವನ್ನು ತೀವ್ರವಾಗಿ ಖಂಡಿಸುತ್ತೇವೆ. ಆರೋಪಿಯನ್ನು ಬಂಧಿಸಿ ಕಾನೂನು ಕ್ರಮ ಕೈಗೊಳ್ಳಬೇಕು ಎಂದು ಒತ್ತಾಯಿಸಿದರು. <box>778 2120 952 2217</box>
iftar-headline: ಪುಣ್ಯಶೆಟ್ಟಿ ಪರಿವಾರದಿಂದ ಮುಸ್ಲಿಂ ಬಾಂಧವರಿಗೆ ಇಫ್ತಾರ <box>141 722 500 747</box>
sadhane-col-1: ಜೇವರ್ಗಿ :ಮಾ.16: ಸಾಧನೆ ಎಂಬುದು ಸಾಧಕನ ಸ್ವತ್ತು ವಿನಃ ಸೋಮಾರಿ ಸ್ವತ್ತಲ್ಲ ಸತತ ಪ್ರಯತ್ನ ಮತ್ತು ಪರಿಶ್ರಮದಿಂದ ಸಾಧನೆ ಸಾಧ್ಯ ಎಂದು ಶಿವಶರಣಪ್ಪ ಚಿಕ್ಕ ಮೇಟಿ ಹೇಳಿದರು. ತಾಲೂಕಿನ ಸರ್ಕಾರಿ ಪ್ರೌಢಶಾಲೆಯ 10ನೇ ತರಗತಿಯ ವಿದ್ಯಾರ್ಥಿಗಳ ಬೀಳ್ಕೊಡುಗೆ ಸಮಾರಂಭದಲ್ಲಿ ಭಾಗವಹಿಸಿ ಮಾತನಾಡಿದರು. ನಂತರ 2024–25 ಸಾಲಿನಲ್ಲಿ ಅತಿ ಹೆಚ್ಚು ಪ್ರತಿಶತ ಪಡೆದ ವಿದ್ಯಾರ್ಥಿಗಳಿಗೆ ಬಹುಮಾನ ವಿತರಿಸಲಾಯಿತು. <box>49 1636 222 1856</box>
